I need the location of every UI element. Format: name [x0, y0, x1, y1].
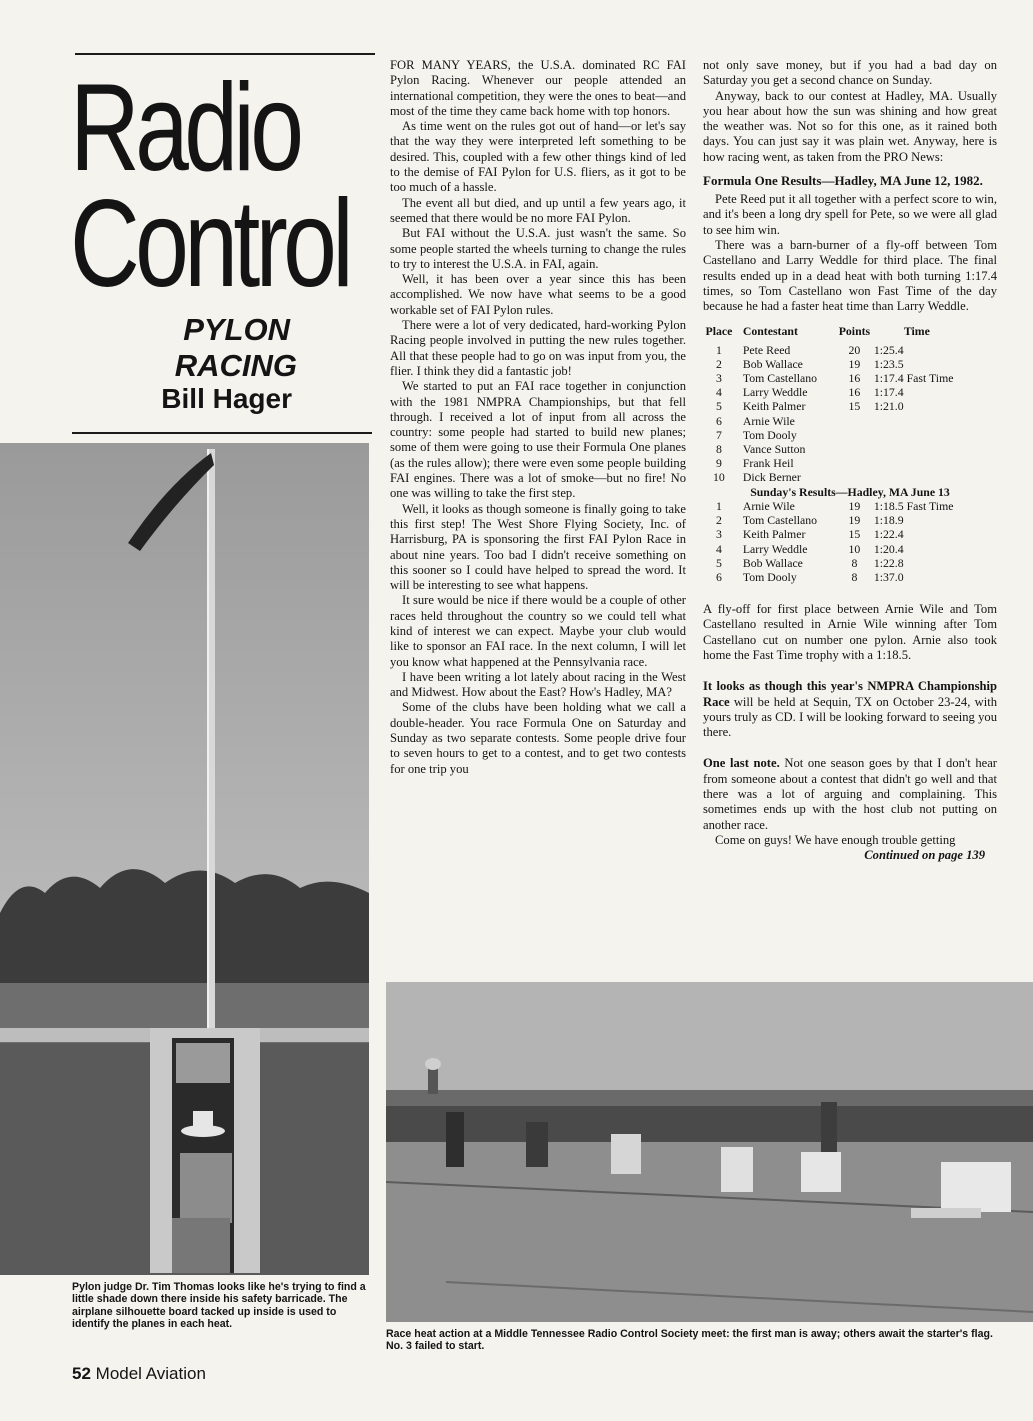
- cell-points: [835, 456, 874, 470]
- title-bottom-rule: [72, 432, 372, 434]
- pylon-judge-caption: Pylon judge Dr. Tim Thomas looks like he's trying to find a little shade down there inside his safety barricade. The airplane silhouette board tacked up inside is used to identify the planes in each heat.: [72, 1281, 366, 1331]
- cell-name: Tom Castellano: [742, 513, 818, 528]
- cell-place: 1: [715, 498, 722, 513]
- title-control: Control: [70, 175, 350, 313]
- sunday-results-heading: Sunday's Results—Hadley, MA June 13: [750, 484, 950, 499]
- cell-points: 8: [851, 569, 858, 584]
- saturday-results-table: [703, 324, 997, 584]
- paragraph-2: As time went on the rules got out of hand—or let's say that the way they were interpreted left something to be desired. This, coupled with a few other things kind of led to the demise of FAI Pylon for U.S. fliers, as it got to be too much of a hassle.: [390, 119, 686, 195]
- results-paragraph-2: There was a barn-burner of a fly-off between Tom Castellano and Larry Weddle for third place. The final results ended up in a dead heat with both turning 1:17.4 times, so Tom Castellano won Fast Time of the day because he had a faster heat time than Larry Weddle.: [703, 237, 997, 314]
- cell-time: [874, 470, 997, 484]
- col2-paragraph-2: Anyway, back to our contest at Hadley, MA. Usually you hear about how the sun was shining and how great the weather was. Not so for this one, as it rained both days. You can just say it was plain wet. Anyway, here is how racing went, as taken from the PRO News:: [703, 88, 997, 164]
- title-top-rule: [75, 53, 375, 55]
- pylon-judge-photo: [0, 443, 369, 1275]
- table-row: [703, 499, 997, 513]
- cell-place: 5: [715, 555, 722, 570]
- results-heading: Formula One Results—Hadley, MA June 12, 1982.: [703, 173, 983, 189]
- publication-name: Model Aviation: [95, 1364, 206, 1383]
- cell-name: Bob Wallace: [742, 356, 803, 371]
- cell-points: 16: [848, 385, 861, 400]
- cell-place: 8: [715, 442, 722, 457]
- cell-name: Vance Sutton: [742, 442, 806, 457]
- subtitle-racing: RACING: [174, 348, 297, 383]
- cell-name: Tom Castellano: [742, 371, 818, 386]
- paragraph-4: But FAI without the U.S.A. just wasn't the same. So some people started the wheels turning to change the rules to try to interest the U.S.A. in FAI, again.: [390, 226, 686, 271]
- header-contestant: Contestant: [742, 324, 798, 339]
- cell-name: Tom Dooly: [742, 427, 797, 442]
- paragraph-11: Some of the clubs have been holding what we call a double-header. You race Formula One on Saturday and Sunday as two separate contests. Some people drive four to seven hours to get to a contest, and to get two contests for one trip you: [390, 700, 686, 776]
- cell-time: 1:17.4 Fast Time: [873, 371, 954, 386]
- table-row: [703, 399, 997, 413]
- cell-time: 1:21.0: [873, 399, 904, 414]
- cell-name: Arnie Wile: [742, 413, 795, 428]
- table-header-row: [703, 324, 997, 342]
- paragraph-7: We started to put an FAI race together in conjunction with the 1981 NMPRA Championships, but that fell through. I received a lot of input from all across the country: some people had started to build new planes; some of them were going to use their Formula One planes (as the rules allow); there were even some people building FAI engines. There was a lot of smoke—but no fire! No one was willing to take the first step.: [390, 379, 686, 501]
- cell-name: Larry Weddle: [742, 385, 808, 400]
- cell-points: 15: [848, 399, 861, 414]
- cell-place: 6: [715, 413, 722, 428]
- cell-name: Pete Reed: [742, 342, 791, 357]
- cell-time: 1:23.5: [873, 356, 904, 371]
- cell-place: 7: [715, 427, 722, 442]
- byline-author: Bill Hager: [161, 383, 292, 414]
- cell-name: Keith Palmer: [742, 527, 806, 542]
- cell-time: [874, 428, 997, 442]
- cell-place: 9: [715, 456, 722, 471]
- cell-time: 1:37.0: [873, 569, 904, 584]
- paragraph-8: Well, it looks as though someone is finally going to take this first step! The West Shore Flying Society, Inc. of Harrisburg, PA is sponsoring the first FAI Pylon Race in about nine years. Too bad I didn't receive something on this sooner so I could have helped to spread the word. It will be interesting to see what happens.: [390, 501, 686, 593]
- header-points: Points: [838, 324, 871, 339]
- race-heat-photo: [386, 982, 1033, 1322]
- col2-paragraph-1: not only save money, but if you had a bad day on Saturday you get a second chance on Sunday.: [703, 58, 997, 88]
- cell-points: 19: [848, 513, 861, 528]
- last-note-text: Not one season goes by that I don't hear from someone about a contest that didn't go well and that there was a lot of arguing and complaining. This sometimes ends up with the host club not putting on another race.: [703, 756, 998, 832]
- cell-points: 10: [848, 541, 861, 556]
- nmpra-paragraph: [703, 679, 997, 740]
- cell-time: 1:17.4: [873, 385, 904, 400]
- results-paragraph-1: Pete Reed put it all together with a perfect score to win, and it's been a long dry spell for Pete, so we were all glad to see him win.: [703, 192, 997, 237]
- table-row: [703, 371, 997, 385]
- cell-name: Keith Palmer: [742, 399, 806, 414]
- cell-name: Frank Heil: [742, 456, 794, 471]
- paragraph-10: I have been writing a lot lately about racing in the West and Midwest. How about the East? How's Hadley, MA?: [390, 669, 686, 700]
- header-time: Time: [903, 324, 930, 339]
- closing-paragraph: Come on guys! We have enough trouble getting: [715, 832, 956, 847]
- cell-points: [835, 470, 874, 484]
- table-row: [703, 414, 997, 428]
- cell-points: [835, 428, 874, 442]
- cell-place: 6: [715, 569, 722, 584]
- cell-points: 15: [848, 527, 861, 542]
- cell-points: [835, 442, 874, 456]
- header-place: Place: [705, 324, 733, 339]
- saturday-rows: [703, 343, 997, 584]
- cell-name: Arnie Wile: [742, 498, 795, 513]
- cell-place: 4: [715, 541, 722, 556]
- table-row: [703, 357, 997, 371]
- table-row: [703, 556, 997, 570]
- table-row: [703, 442, 997, 456]
- cell-points: 20: [848, 342, 861, 357]
- paragraph-9: It sure would be nice if there would be a couple of other races held throughout the country so we could tell what kind of interest we can expect. Maybe your club would like to sponsor an FAI race. In the next column, I will let you know what happened at the Pennsylvania race.: [390, 593, 686, 669]
- cell-points: 19: [848, 498, 861, 513]
- cell-time: [874, 414, 997, 428]
- cell-place: 2: [715, 356, 722, 371]
- race-heat-caption: Race heat action at a Middle Tennessee Radio Control Society meet: the first man is away; others await the starter's flag. No. 3 failed to start.: [386, 1328, 993, 1353]
- paragraph-6: There were a lot of very dedicated, hard-working Pylon Racing people involved in putting the new rules together. All that these people had to go on was input from you, the flier. I think they did a fantastic job!: [390, 318, 686, 378]
- table-row: [703, 343, 997, 357]
- table-row: [703, 513, 997, 527]
- continued-note: Continued on page 139: [864, 848, 985, 863]
- cell-time: 1:25.4: [873, 342, 904, 357]
- cell-place: 3: [715, 371, 722, 386]
- cell-time: 1:18.5 Fast Time: [873, 498, 954, 513]
- cell-name: Tom Dooly: [742, 569, 797, 584]
- last-note-paragraph: [703, 756, 997, 832]
- table-row: [703, 542, 997, 556]
- table-row: [703, 470, 997, 484]
- cell-place: 1: [715, 342, 722, 357]
- paragraph-1: FOR MANY YEARS, the U.S.A. dominated RC FAI Pylon Racing. Whenever our people attended an international competition, they were the ones to beat—and most of the time they came back home with top honors.: [390, 58, 686, 118]
- cell-points: [835, 414, 874, 428]
- nmpra-runin: It looks as though this year's NMPRA Championship Race: [703, 679, 997, 709]
- cell-name: Larry Weddle: [742, 541, 808, 556]
- cell-points: 8: [851, 555, 858, 570]
- sunday-heading-row: [703, 485, 997, 499]
- cell-name: Dick Berner: [742, 470, 801, 485]
- cell-place: 10: [713, 470, 725, 485]
- cell-place: 3: [715, 527, 722, 542]
- cell-time: [874, 456, 997, 470]
- subtitle-pylon: PYLON: [183, 312, 290, 347]
- title-radio: Radio: [70, 59, 300, 197]
- paragraph-5: Well, it has been over a year since this has been accomplished. We now have what seems to be a good workable set of FAI Pylon rules.: [390, 272, 686, 317]
- nmpra-text: will be held at Sequin, TX on October 23-24, with yours truly as CD. I will be looking forward to seeing you there.: [703, 694, 997, 740]
- flyoff-paragraph: A fly-off for first place between Arnie Wile and Tom Castellano resulted in Arnie Wile winning after Tom Castellano cut on number one pylon. Arnie also took home the Fast Time trophy with a 1:18.5.: [703, 602, 997, 662]
- cell-points: 19: [848, 356, 861, 371]
- article-column-1: [390, 58, 686, 777]
- cell-time: [874, 442, 997, 456]
- article-column-2: [703, 58, 997, 864]
- table-row: [703, 527, 997, 541]
- table-row: [703, 570, 997, 584]
- cell-time: 1:20.4: [873, 541, 904, 556]
- cell-place: 5: [715, 399, 722, 414]
- last-note-runin: One last note.: [703, 756, 780, 771]
- cell-time: 1:22.4: [873, 527, 904, 542]
- cell-place: 4: [715, 385, 722, 400]
- page-number: 52: [72, 1364, 91, 1383]
- table-row: [703, 456, 997, 470]
- cell-time: 1:22.8: [873, 555, 904, 570]
- table-row: [703, 428, 997, 442]
- cell-place: 2: [715, 513, 722, 528]
- table-row: [703, 385, 997, 399]
- page-footer: [72, 1364, 206, 1384]
- paragraph-3: The event all but died, and up until a few years ago, it seemed that there would be no more FAI Pylon.: [390, 195, 686, 225]
- cell-time: 1:18.9: [873, 513, 904, 528]
- cell-points: 16: [848, 371, 861, 386]
- cell-name: Bob Wallace: [742, 555, 803, 570]
